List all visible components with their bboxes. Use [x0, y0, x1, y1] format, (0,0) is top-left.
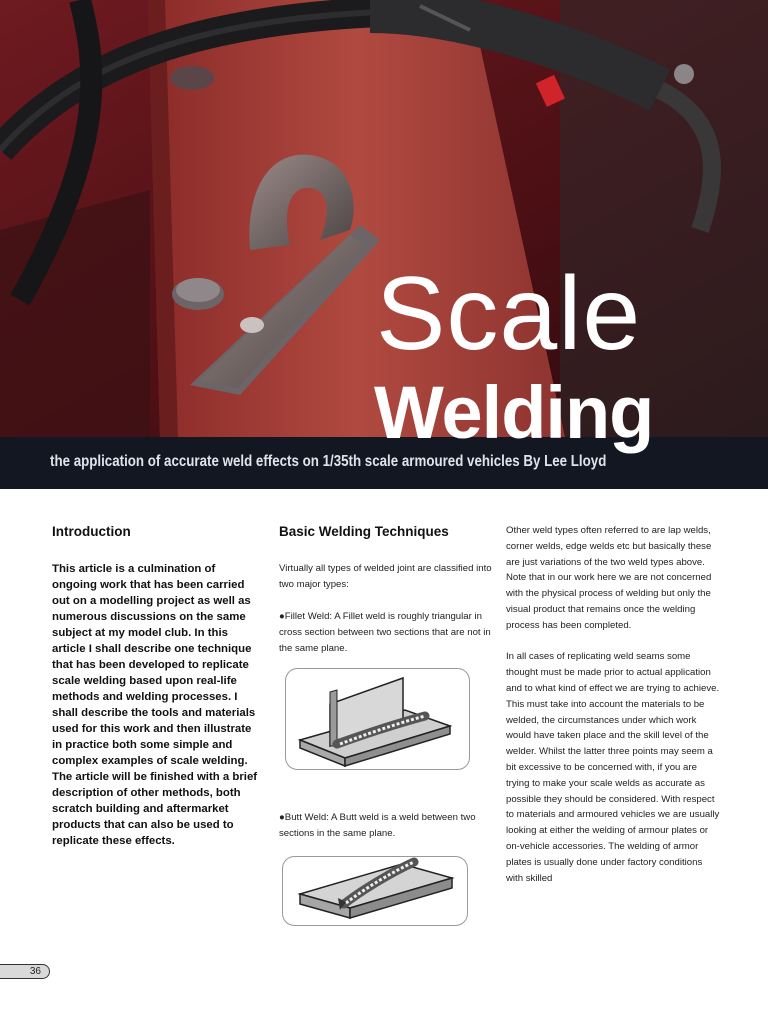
replicating-paragraph: In all cases of replicating weld seams some thought must be made prior to actual application and to what kind of effect we are trying to achieve. This must take into account the materials to be welded, the circumstances under which work would have taken place and the skill level of the welder. Whilst the latter three points may seem a bit excessive to be concerned with, if you are trying to make your scale welds as accurate as possible they should be considered. With respect to materials and armoured vehicles we are usually looking at either the welding of armour plates or on-vehicle accessories. The welding of armor plates is usually done under factory conditions with skilled [506, 651, 720, 884]
introduction-heading: Introduction [52, 524, 131, 539]
continuation-column [506, 523, 721, 902]
techniques-intro: Virtually all types of welded joint are classified into two major types: [279, 563, 492, 590]
page-number: 36 [29, 966, 41, 977]
page-number-tab [0, 964, 50, 979]
article-title-welding: Welding [374, 371, 654, 454]
butt-weld-text: ●Butt Weld: A Butt weld is a weld between two sections in the same plane. [279, 812, 476, 839]
basic-techniques-column [279, 524, 494, 673]
butt-weld-block [279, 810, 494, 858]
fillet-weld-text: ●Fillet Weld: A Fillet weld is roughly triangular in cross section between two sections that are not in the same plane. [279, 611, 491, 654]
butt-weld-diagram [282, 856, 468, 926]
basic-techniques-heading: Basic Welding Techniques [279, 524, 449, 539]
introduction-body: This article is a culmination of ongoing work that has been carried out on a modelling project as well as numerous discussions on the same subject at my model club. In this article I shall describe one technique that has been developed to replicate scale welding based upon real-life methods and welding processes. I shall describe the tools and materials used for this work and then illustrate in practice both some simple and complex examples of scale welding. The article will be finished with a brief description of other methods, both scratch building and aftermarket products that can also be used to replicate these effects. [52, 563, 258, 847]
weld-types-paragraph: Other weld types often referred to are lap welds, corner welds, edge welds etc but basically these are just variations of the two weld types above. Note that in our work here we are not concerned with the physical process of welding but only the visual product that remains once the welding process has been completed. [506, 525, 712, 631]
fillet-weld-diagram [285, 668, 470, 770]
article-title-scale: Scale [376, 256, 642, 372]
article-subtitle: the application of accurate weld effects on 1/35th scale armoured vehicles By Lee Lloyd [50, 453, 607, 470]
introduction-column [52, 524, 262, 849]
